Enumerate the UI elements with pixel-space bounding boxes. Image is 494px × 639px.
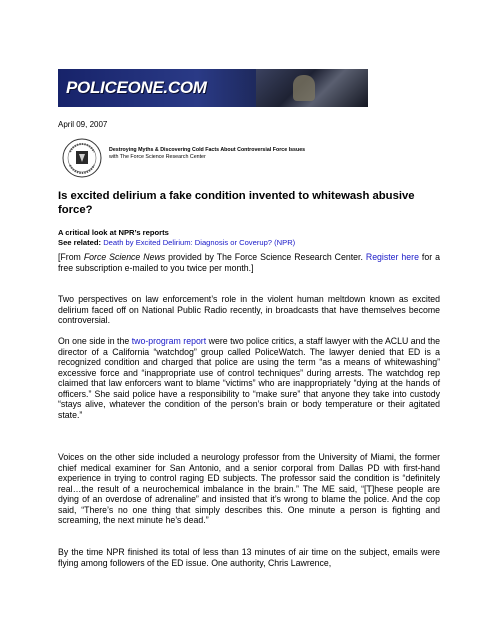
force-science-seal-icon	[62, 138, 102, 178]
see-related	[58, 238, 295, 247]
paragraph-1: Two perspectives on law enforcement’s role in the violent human meltdown known as excited delirium faced off on National Public Radio recently, in broadcasts that have themselves become controversial.	[58, 294, 440, 326]
related-link[interactable]: Death by Excited Delirium: Diagnosis or Coverup? (NPR)	[103, 238, 296, 247]
see-related-label: See related:	[58, 238, 102, 247]
banner-officer-figure	[293, 75, 315, 101]
intro-paragraph: [From Force Science News provided by The Force Science Research Center. Register here for a free subscription e-mailed to you twice per month.]	[58, 252, 440, 273]
paragraph-4: By the time NPR finished its total of less than 13 minutes of air time on the subject, emails were flying among followers of the ED issue. One authority, Chris Lawrence,	[58, 547, 440, 568]
article-subhead: A critical look at NPR’s reports	[58, 228, 169, 237]
fsn-headline: Destroying Myths & Discovering Cold Facts About Controversial Force Issues	[109, 147, 306, 153]
register-link[interactable]: Register here	[365, 252, 419, 262]
policeone-logo: POLICEONE.COM	[66, 78, 207, 97]
article-title: Is excited delirium a fake condition invented to whitewash abusive force?	[58, 190, 415, 216]
policeone-banner[interactable]	[58, 69, 368, 107]
two-program-report-link[interactable]: two-program report	[131, 336, 207, 346]
article-date: April 09, 2007	[58, 120, 108, 129]
paragraph-2: On one side in the two-program report were two police critics, a staff lawyer with the ACLU and the director of a California “watchdog” group called PoliceWatch. The lawyer denied that ED is a recognized condition and charged that police are using the term “as a means of whitewashing” excessive force and “inappropriate use of control techniques” during arrests. The watchdog rep claimed that law enforcers want to blame “victims” who are inappropriately “dying at the hands of officers.” She said police have a responsibility to “make sure” that anyone they take into custody “stays alive, whatever the condition of the person’s brain or body temperature or their agitated state.”	[58, 336, 441, 420]
fsn-subtitle: with The Force Science Research Center	[109, 154, 206, 160]
paragraph-3: Voices on the other side included a neurology professor from the University of Miami, the former chief medical examiner for San Antonio, and a senior corporal from Dallas PD with first-hand experience in trying to control raging ED subjects. The professor said the condition is “definitely real…the result of a neurochemical imbalance in the brain.” The ME said, “[T]hese people are dying of an overdose of adrenaline” and insisted that it’s wrong to blame the police. And the cop said, “There’s no one thing that simply describes this. One minute a person is fighting and screaming, the next minute he’s dead.”	[58, 452, 440, 526]
